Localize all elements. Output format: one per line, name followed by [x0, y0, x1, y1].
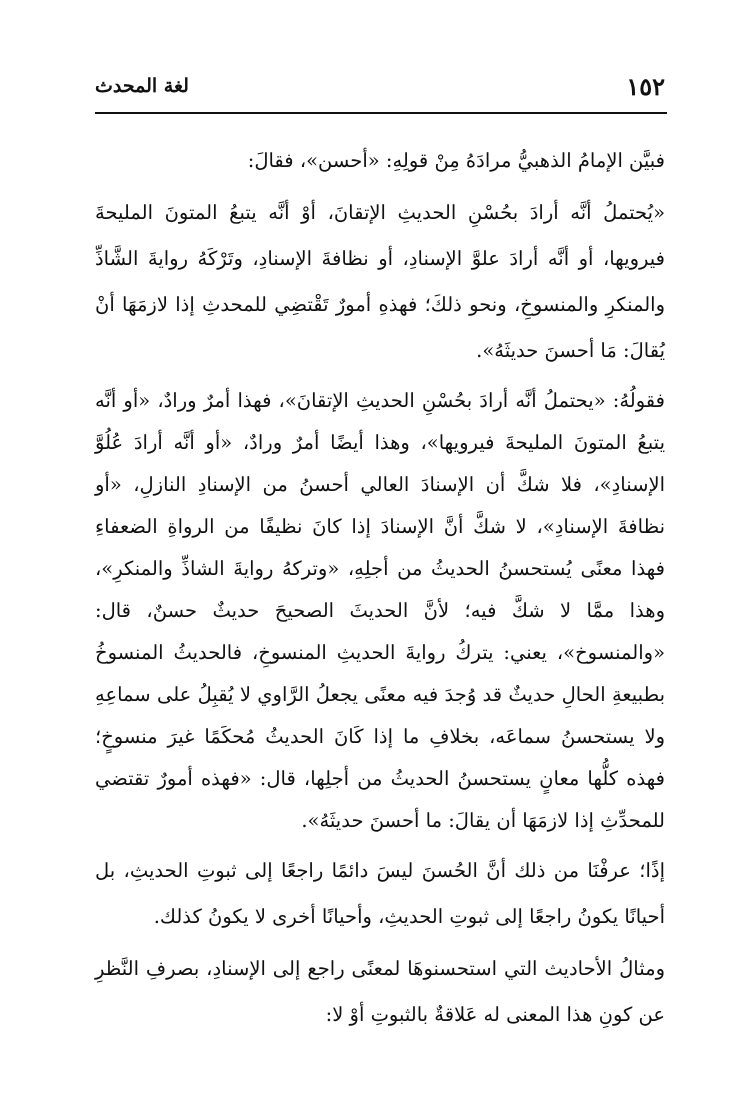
paragraph-intro: فبيَّن الإمامُ الذهبيُّ مرادَهُ مِنْ قولِهِ: «أحسن»، فقالَ: — [247, 149, 665, 172]
paragraph-example-intro: ومثالُ الأحاديث التي استحسنوهَا لمعنًى راجع إلى الإسنادِ، بصرفِ النَّظرِ عن كونِ هذا المعنى له عَلاقةٌ بالثبوتِ أوْ لا: — [95, 957, 665, 1026]
book-title: لغة المحدث — [95, 75, 189, 97]
page-number: ١٥٢ — [626, 71, 665, 101]
paragraph-commentary: فقولُهُ: «يحتملُ أنَّه أرادَ بحُسْنِ الحديثِ الإتقانَ»، فهذا أمرٌ ورادٌ، «أو أنَّه يتبعُ المتونَ المليحةَ فيرويها»، وهذا أيضًا أمرٌ ورادٌ، «أو أنَّه أرادَ عُلُوَّ الإسنادِ»، فلا شكَّ أن الإسنادَ العالي أحسنُ من الإسنادِ النازلِ، «أو نظافةَ الإسنادِ»، لا شكَّ أنَّ الإسنادَ إذا كانَ نظيفًا من الرواةِ الضعفاءِ فهذا معنًى يُستحسنُ الحديثُ من أجلِهِ، «وتركهُ روايةَ الشاذِّ والمنكرِ»، وهذا ممَّا لا شكَّ فيه؛ لأنَّ الحديثَ الصحيحَ حديثٌ حسنٌ، قال: «والمنسوخ»، يعني: يتركُ روايةَ الحديثِ المنسوخِ، فالحديثُ المنسوخُ بطبيعةِ الحالِ حديثٌ قد وُجدَ فيه معنًى يجعلُ الرَّاوي لا يُقبِلُ على سماعِهِ ولا يستحسنُ سماعَه، بخلافِ ما إذا كَانَ الحديثُ مُحكَمًا غيرَ منسوخٍ؛ فهذه كلُّها معانٍ يستحسنُ الحديثُ من أجلِها، قال: «فهذه أمورٌ تقتضي للمحدِّثِ إذا لازمَهَا أن يقالَ: ما أحسنَ حديثَهُ». — [95, 389, 665, 832]
paragraph-dhahabi-quote: «يُحتملُ أنَّه أرادَ بحُسْنِ الحديثِ الإتقانَ، أوْ أنَّه يتبعُ المتونَ المليحةَ فيرويها، أو أنَّه أرادَ علوَّ الإسنادِ، أو نظافةَ الإسنادِ، وتَرْكَهُ روايةَ الشَّاذِّ والمنكرِ والمنسوخِ، ونحو ذلكَ؛ فهذهِ أمورٌ تَقْتضِي للمحدثِ إذا لازمَهَا أنْ يُقالَ: مَا أحسنَ حديثَهُ». — [95, 201, 665, 362]
body-text — [95, 138, 665, 1044]
paragraph-conclusion: إذًا؛ عرفْنَا من ذلك أنَّ الحُسنَ ليسَ دائمًا راجعًا إلى ثبوتِ الحديثِ، بل أحيانًا يكونُ راجعًا إلى ثبوتِ الحديثِ، وأحيانًا أخرى لا يكونُ كذلك. — [95, 859, 665, 928]
header-rule — [95, 112, 667, 114]
running-header — [95, 66, 665, 106]
